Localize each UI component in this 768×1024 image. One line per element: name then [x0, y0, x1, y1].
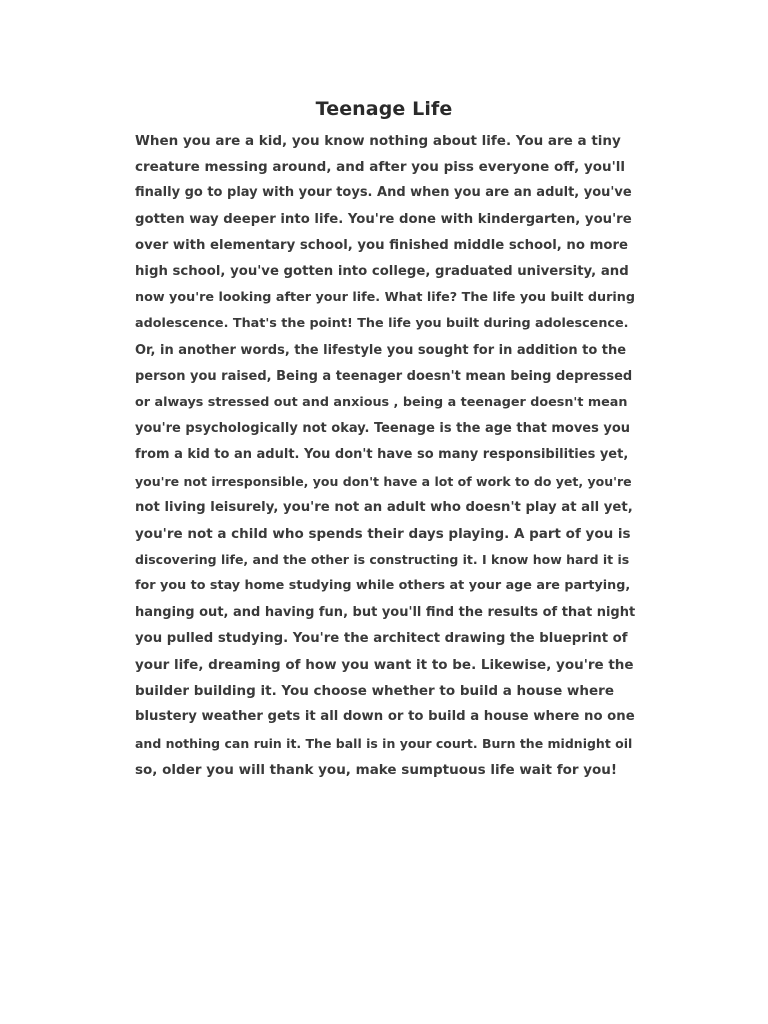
body-line: person you raised, Being a teenager doesn't mean being depressed: [135, 368, 633, 384]
body-line: you pulled studying. You're the architect drawing the blueprint of: [135, 630, 628, 646]
body-line: hanging out, and having fun, but you'll find the results of that night: [135, 604, 636, 620]
body-line: over with elementary school, you finished middle school, no more: [135, 237, 628, 253]
body-line: your life, dreaming of how you want it to be. Likewise, you're the: [135, 657, 634, 674]
body-line: discovering life, and the other is constructing it. I know how hard it is: [135, 552, 630, 568]
body-line: gotten way deeper into life. You're done with kindergarten, you're: [135, 211, 632, 227]
body-line: and nothing can ruin it. The ball is in your court. Burn the midnight oil: [135, 735, 633, 751]
body-line: you're psychologically not okay. Teenage is the age that moves you: [135, 421, 631, 437]
document-title: Teenage Life: [315, 98, 453, 120]
body-line: adolescence. That's the point! The life you built during adolescence.: [135, 316, 629, 332]
body-line: builder building it. You choose whether to build a house where: [135, 683, 614, 700]
body-line: Or, in another words, the lifestyle you sought for in addition to the: [135, 342, 627, 358]
document-body: [135, 128, 635, 783]
body-line: creature messing around, and after you piss everyone off, you'll: [135, 159, 626, 176]
body-line: you're not irresponsible, you don't have a lot of work to do yet, you're: [135, 473, 632, 489]
body-line: finally go to play with your toys. And when you are an adult, you've: [135, 185, 632, 201]
body-line: for you to stay home studying while others at your age are partying,: [135, 578, 631, 594]
body-line: now you're looking after your life. What life? The life you built during: [135, 290, 635, 306]
body-line: high school, you've gotten into college, graduated university, and: [135, 264, 629, 280]
body-line: When you are a kid, you know nothing about life. You are a tiny: [135, 133, 621, 149]
body-line: from a kid to an adult. You don't have so many responsibilities yet,: [135, 447, 629, 463]
body-line: not living leisurely, you're not an adult who doesn't play at all yet,: [135, 499, 633, 515]
body-line: you're not a child who spends their days playing. A part of you is: [135, 526, 631, 543]
body-line: or always stressed out and anxious , being a teenager doesn't mean: [135, 395, 628, 411]
body-line: blustery weather gets it all down or to build a house where no one: [135, 709, 635, 725]
body-line: so, older you will thank you, make sumptuous life wait for you!: [135, 761, 618, 778]
